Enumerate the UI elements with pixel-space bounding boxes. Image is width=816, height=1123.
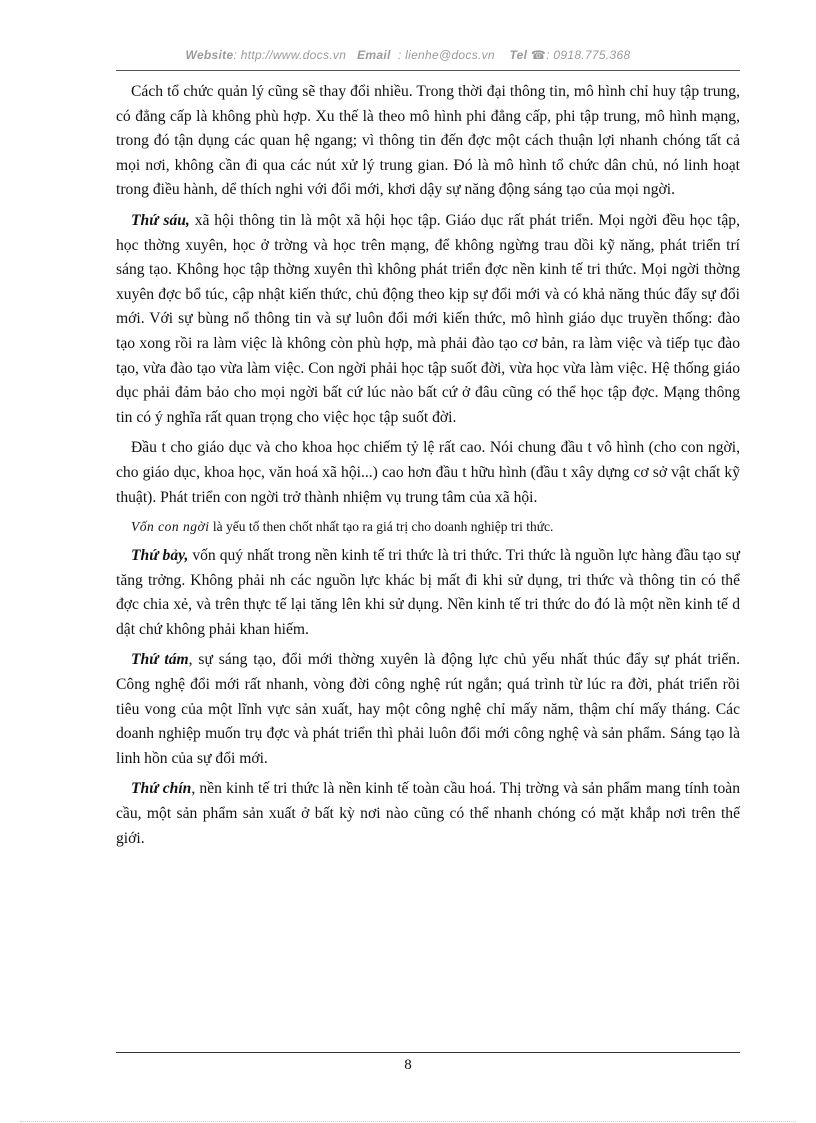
note-lead: Vốn con ngời bbox=[131, 519, 210, 535]
paragraph-5-lead: Thứ tám bbox=[131, 651, 189, 669]
paragraph-4-lead: Thứ bảy, bbox=[131, 547, 189, 565]
page-header bbox=[0, 48, 816, 62]
paragraph-2 bbox=[116, 209, 740, 430]
phone-icon: ☎ bbox=[530, 48, 547, 62]
note-text: là yếu tố then chốt nhất tạo ra giá trị cho doanh nghiệp tri thức. bbox=[209, 519, 554, 535]
document-body bbox=[116, 80, 740, 857]
paragraph-6-text: , nền kinh tế tri thức là nền kinh tế toàn cầu hoá. Thị trờng và sản phẩm mang tính toàn cầu, một sản phẩm sản xuất ở bất kỳ nơi nào cũng có thể nhanh chóng có mặt khắp nơi trên thế giới. bbox=[116, 780, 740, 847]
page-bottom-edge bbox=[20, 1121, 796, 1122]
email-value: : lienhe@docs.vn bbox=[397, 48, 495, 62]
email-label: Email bbox=[357, 48, 391, 62]
footer-divider bbox=[116, 1052, 740, 1053]
paragraph-2-text: xã hội thông tin là một xã hội học tập. Giáo dục rất phát triển. Mọi ngời đều học tập, học thờng xuyên, học ở trờng và học trên mạng, để không ngừng trau dồi kỹ năng, phát triển trí sáng tạo. Không học tập thờng xuyên thì không phát triển đợc nền kinh tế tri thức. Mọi ngời thờng xuyên đợc bổ túc, cập nhật kiến thức, chủ động theo kịp sự đổi mới và có khả năng thúc đẩy sự đổi mới. Với sự bùng nổ thông tin và sự luôn đổi mới kiến thức, mô hình giáo dục truyền thống: đào tạo xong rồi ra làm việc là không còn phù hợp, mà phải đào tạo cơ bản, ra làm việc và tiếp tục đào tạo, vừa đào tạo vừa làm việc. Con ngời phải học tập suốt đời, vừa học vừa làm việc. Hệ thống giáo dục phải đảm bảo cho mọi ngời bất cứ lúc nào bất cứ ở đâu cũng có thể học tập đợc. Mạng thông tin có ý nghĩa rất quan trọng cho việc học tập suốt đời. bbox=[116, 211, 740, 426]
paragraph-3-text: Đầu t cho giáo dục và cho khoa học chiếm tỷ lệ rất cao. Nói chung đầu t vô hình (cho con ngời, cho giáo dục, khoa học, văn hoá xã hội...) cao hơn đầu t hữu hình (đầu t xây dựng cơ sở vật chất kỹ thuật). Phát triển con ngời trở thành nhiệm vụ trung tâm của xã hội. bbox=[116, 439, 740, 506]
paragraph-4 bbox=[116, 544, 740, 642]
paragraph-2-lead: Thứ sáu, bbox=[131, 211, 190, 229]
paragraph-5-text: , sự sáng tạo, đổi mới thờng xuyên là động lực chủ yếu nhất thúc đẩy sự phát triển. Công nghệ đổi mới rất nhanh, vòng đời công nghệ rút ngắn; quá trình từ lúc ra đời, phát triển rồi tiêu vong của một lĩnh vực sản xuất, hay một công nghệ chỉ mấy năm, thậm chí mấy tháng. Các doanh nghiệp muốn trụ đợc và phát triển thì phải luôn đổi mới công nghệ và sản phẩm. Sáng tạo là linh hồn của sự đổi mới. bbox=[116, 651, 740, 767]
paragraph-6 bbox=[116, 777, 740, 851]
header-divider bbox=[116, 70, 740, 71]
paragraph-1 bbox=[116, 80, 740, 203]
paragraph-4-text: vốn quý nhất trong nền kinh tế tri thức là tri thức. Tri thức là nguồn lực hàng đầu tạo sự tăng trởng. Không phải nh các nguồn lực khác bị mất đi khi sử dụng, tri thức và thông tin có thể đợc chia xẻ, và trên thực tế lại tăng lên khi sử dụng. Nền kinh tế tri thức do đó là một nền kinh tế d dật chứ không phải khan hiếm. bbox=[116, 547, 740, 638]
tel-value: : 0918.775.368 bbox=[546, 48, 631, 62]
paragraph-5 bbox=[116, 648, 740, 771]
note-line bbox=[116, 516, 740, 538]
paragraph-3 bbox=[116, 436, 740, 510]
tel-label: Tel bbox=[509, 48, 528, 62]
paragraph-1-text: Cách tổ chức quản lý cũng sẽ thay đổi nhiều. Trong thời đại thông tin, mô hình chỉ huy tập trung, có đẳng cấp là không phù hợp. Xu thế là theo mô hình phi đẳng cấp, phi tập trung, mô hình mạng, trong đó tận dụng các quan hệ ngang; vì thông tin đến đợc một cách thuận lợi nhanh chóng tất cả mọi nơi, không cần đi qua các nút xử lý trung gian. Đó là mô hình tổ chức dân chủ, nó linh hoạt trong điều hành, dể thích nghi với đổi mới, khơi dậy sự năng động sáng tạo của mọi ngời. bbox=[116, 83, 740, 199]
page-number: 8 bbox=[404, 1057, 412, 1073]
website-label: Website bbox=[185, 48, 234, 62]
website-value: : http://www.docs.vn bbox=[233, 48, 347, 62]
paragraph-6-lead: Thứ chín bbox=[131, 780, 192, 798]
